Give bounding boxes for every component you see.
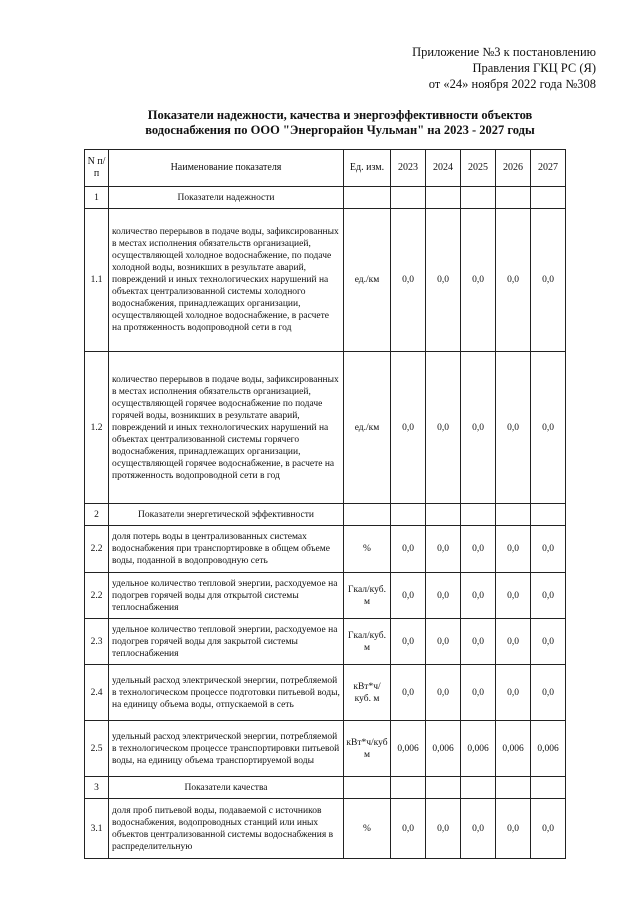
value-2027: 0,0 bbox=[531, 352, 566, 504]
row-number: 3.1 bbox=[85, 799, 109, 859]
value-2026: 0,0 bbox=[496, 352, 531, 504]
value-2025 bbox=[461, 777, 496, 799]
table-row bbox=[85, 799, 566, 859]
indicator-name: удельное количество тепловой энергии, расходуемое на подогрев горячей воды для закрытой системы теплоснабжения bbox=[109, 619, 344, 665]
title-line-1: Показатели надежности, качества и энергоэффективности объектов bbox=[147, 108, 533, 122]
value-2026: 0,0 bbox=[496, 799, 531, 859]
value-2023: 0,0 bbox=[391, 799, 426, 859]
row-number: 2.3 bbox=[85, 619, 109, 665]
column-header-2023: 2023 bbox=[391, 150, 426, 187]
row-number: 2.5 bbox=[85, 721, 109, 777]
value-2024: 0,0 bbox=[426, 573, 461, 619]
table-header-row bbox=[85, 150, 566, 187]
value-2027 bbox=[531, 187, 566, 209]
table-row bbox=[85, 352, 566, 504]
unit-cell: кВт*ч/куб. м bbox=[344, 665, 391, 721]
indicators-table bbox=[84, 149, 566, 859]
value-2024: 0,006 bbox=[426, 721, 461, 777]
column-header-2027: 2027 bbox=[531, 150, 566, 187]
value-2025 bbox=[461, 187, 496, 209]
column-header-2026: 2026 bbox=[496, 150, 531, 187]
indicator-name: удельный расход электрической энергии, потребляемой в технологическом процессе транспортировки питьевой воды, на единицу объема транспортируемой воды bbox=[109, 721, 344, 777]
column-header-2025: 2025 bbox=[461, 150, 496, 187]
value-2025: 0,0 bbox=[461, 352, 496, 504]
value-2025: 0,0 bbox=[461, 573, 496, 619]
value-2025: 0,0 bbox=[461, 799, 496, 859]
section-row bbox=[85, 777, 566, 799]
unit-cell: % bbox=[344, 526, 391, 573]
value-2024 bbox=[426, 187, 461, 209]
value-2026: 0,0 bbox=[496, 573, 531, 619]
table-row bbox=[85, 209, 566, 352]
value-2027 bbox=[531, 504, 566, 526]
value-2023: 0,0 bbox=[391, 573, 426, 619]
indicator-name: удельный расход электрической энергии, потребляемой в технологическом процессе подготовки питьевой воды, на единицу объема воды, отпускаемой в сеть bbox=[109, 665, 344, 721]
table-row bbox=[85, 665, 566, 721]
table-row bbox=[85, 721, 566, 777]
row-number: 3 bbox=[85, 777, 109, 799]
section-title: Показатели качества bbox=[109, 777, 344, 799]
unit-cell bbox=[344, 187, 391, 209]
value-2023: 0,0 bbox=[391, 665, 426, 721]
row-number: 1.2 bbox=[85, 352, 109, 504]
value-2027: 0,0 bbox=[531, 799, 566, 859]
value-2026: 0,0 bbox=[496, 526, 531, 573]
value-2024: 0,0 bbox=[426, 352, 461, 504]
value-2024 bbox=[426, 504, 461, 526]
value-2025: 0,006 bbox=[461, 721, 496, 777]
indicator-name: количество перерывов в подаче воды, зафиксированных в местах исполнения обязательств организацией, осуществляющей горячее водоснабжение по подаче горячей воды, возникших в результате аварий, повреждений и иных технологических нарушений на объектах централизованной системы горячего водоснабжения, принадлежащих организации, осуществляющей горячее водоснабжение, в расчете на протяженность водопроводной сети в год bbox=[109, 352, 344, 504]
row-number: 1.1 bbox=[85, 209, 109, 352]
section-title: Показатели энергетической эффективности bbox=[109, 504, 344, 526]
column-header-unit: Ед. изм. bbox=[344, 150, 391, 187]
value-2023 bbox=[391, 504, 426, 526]
appendix-line-3: от «24» ноября 2022 года №308 bbox=[428, 77, 596, 91]
section-row bbox=[85, 187, 566, 209]
value-2024 bbox=[426, 777, 461, 799]
value-2027 bbox=[531, 777, 566, 799]
row-number: 2.2 bbox=[85, 573, 109, 619]
value-2023: 0,0 bbox=[391, 209, 426, 352]
value-2026 bbox=[496, 187, 531, 209]
value-2027: 0,0 bbox=[531, 209, 566, 352]
value-2027: 0,0 bbox=[531, 619, 566, 665]
value-2027: 0,0 bbox=[531, 665, 566, 721]
value-2023: 0,0 bbox=[391, 352, 426, 504]
unit-cell: кВт*ч/куб м bbox=[344, 721, 391, 777]
value-2025: 0,0 bbox=[461, 526, 496, 573]
row-number: 2 bbox=[85, 504, 109, 526]
value-2026: 0,006 bbox=[496, 721, 531, 777]
value-2023 bbox=[391, 777, 426, 799]
indicator-name: доля потерь воды в централизованных системах водоснабжения при транспортировке в общем объеме воды, поданной в водопроводную сеть bbox=[109, 526, 344, 573]
title-line-2: водоснабжения по ООО "Энергорайон Чульман" на 2023 - 2027 годы bbox=[145, 123, 535, 137]
unit-cell: Гкал/куб. м bbox=[344, 619, 391, 665]
value-2027: 0,006 bbox=[531, 721, 566, 777]
value-2025: 0,0 bbox=[461, 209, 496, 352]
value-2025: 0,0 bbox=[461, 665, 496, 721]
unit-cell: % bbox=[344, 799, 391, 859]
indicator-name: количество перерывов в подаче воды, зафиксированных в местах исполнения обязательств организацией, осуществляющей холодное водоснабжение, по подаче холодной воды, возникших в результате аварий, повреждений и иных технологических нарушений на объектах централизованной системы холодного водоснабжения, принадлежащих организации, осуществляющей холодное водоснабжение, в расчете на протяженность водопроводной сети в год bbox=[109, 209, 344, 352]
unit-cell bbox=[344, 777, 391, 799]
value-2023: 0,0 bbox=[391, 526, 426, 573]
section-title: Показатели надежности bbox=[109, 187, 344, 209]
value-2026 bbox=[496, 504, 531, 526]
value-2024: 0,0 bbox=[426, 619, 461, 665]
unit-cell: Гкал/куб. м bbox=[344, 573, 391, 619]
appendix-reference bbox=[276, 44, 596, 92]
column-header-number: N п/п bbox=[85, 150, 109, 187]
value-2025: 0,0 bbox=[461, 619, 496, 665]
value-2026: 0,0 bbox=[496, 209, 531, 352]
value-2026: 0,0 bbox=[496, 665, 531, 721]
row-number: 2.2 bbox=[85, 526, 109, 573]
value-2027: 0,0 bbox=[531, 526, 566, 573]
value-2025 bbox=[461, 504, 496, 526]
value-2023: 0,006 bbox=[391, 721, 426, 777]
column-header-name: Наименование показателя bbox=[109, 150, 344, 187]
value-2024: 0,0 bbox=[426, 799, 461, 859]
indicator-name: доля проб питьевой воды, подаваемой с источников водоснабжения, водопроводных станций или иных объектов централизованной системы водоснабжения в распределительную bbox=[109, 799, 344, 859]
section-row bbox=[85, 504, 566, 526]
value-2024: 0,0 bbox=[426, 665, 461, 721]
indicator-name: удельное количество тепловой энергии, расходуемое на подогрев горячей воды для открытой системы теплоснабжения bbox=[109, 573, 344, 619]
appendix-line-2: Правления ГКЦ РС (Я) bbox=[472, 61, 596, 75]
row-number: 1 bbox=[85, 187, 109, 209]
unit-cell: ед./км bbox=[344, 352, 391, 504]
value-2027: 0,0 bbox=[531, 573, 566, 619]
column-header-2024: 2024 bbox=[426, 150, 461, 187]
document-title bbox=[60, 108, 620, 138]
value-2023 bbox=[391, 187, 426, 209]
unit-cell: ед./км bbox=[344, 209, 391, 352]
table-row bbox=[85, 573, 566, 619]
table-row bbox=[85, 526, 566, 573]
value-2024: 0,0 bbox=[426, 526, 461, 573]
appendix-line-1: Приложение №3 к постановлению bbox=[412, 45, 596, 59]
unit-cell bbox=[344, 504, 391, 526]
value-2026: 0,0 bbox=[496, 619, 531, 665]
table-row bbox=[85, 619, 566, 665]
value-2026 bbox=[496, 777, 531, 799]
row-number: 2.4 bbox=[85, 665, 109, 721]
value-2023: 0,0 bbox=[391, 619, 426, 665]
value-2024: 0,0 bbox=[426, 209, 461, 352]
